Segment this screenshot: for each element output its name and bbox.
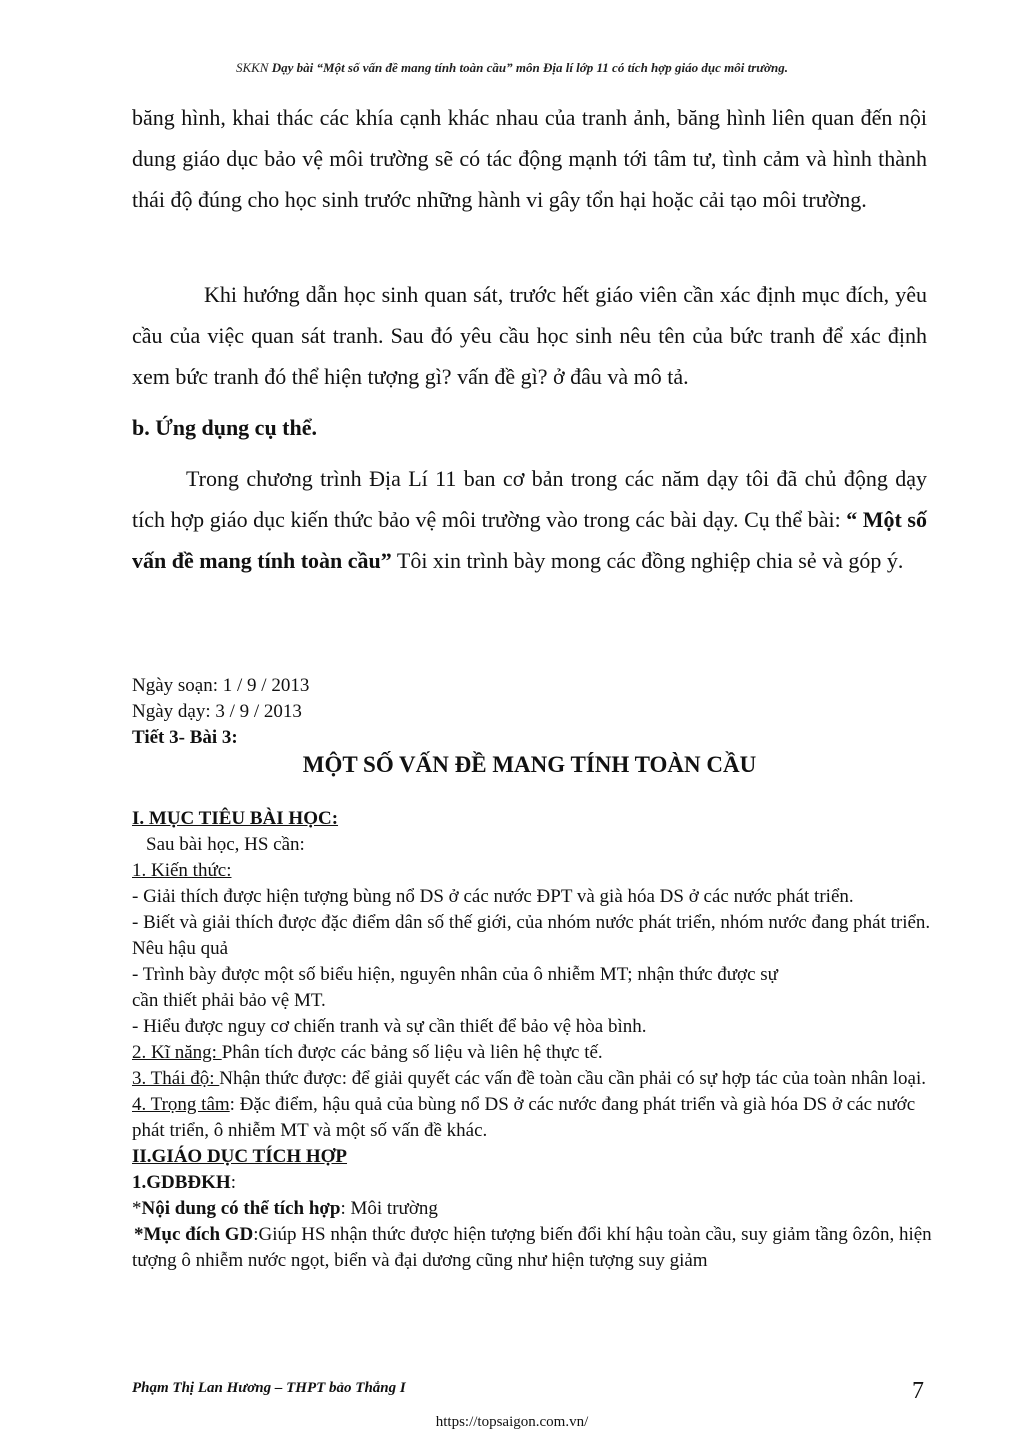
trong-tam [132,1092,952,1144]
ky-nang-label: 2. Kĩ năng: [132,1042,222,1063]
lesson-content [132,806,952,1274]
body-paragraph-2-wrap [132,274,927,397]
header-prefix: SKKN [235,60,269,75]
kien-thuc-item-1: - Giải thích được hiện tượng bùng nổ DS ở các nước ĐPT và già hóa DS ở các nước phát triển. [132,886,854,907]
kien-thuc-item-3b: cần thiết phải bảo vệ MT. [132,990,326,1011]
gdbdkh-label: 1.GDBĐKH [132,1172,231,1193]
ky-nang-text: Phân tích được các bảng số liệu và liên hệ thực tế. [221,1042,603,1063]
trong-tam-text: : Đặc điểm, hậu quả của bùng nổ DS ở các nước đang phát triển và già hóa DS ở các nước phát triển, ô nhiễm MT và một số vấn đề khác. [132,1094,916,1141]
body-paragraph-1: băng hình, khai thác các khía cạnh khác nhau của tranh ảnh, băng hình liên quan đến nội dung giáo dục bảo vệ môi trường sẽ có tác động mạnh tới tâm tư, tình cảm và hình thành thái độ đúng cho học sinh trước những hành vi gây tổn hại hoặc cải tạo môi trường. [132,105,927,212]
nd-label: Nội dung có thể tích hợp [141,1198,341,1219]
md-text: :Giúp HS nhận thức được hiện tượng biến đổi khí hậu toàn cầu, suy giảm tầng ôzôn, hiện tượng ô nhiễm nước ngọt, biển và đại dương cũng như hiện tượng suy giảm [132,1224,932,1271]
running-header [0,60,1024,76]
heading-b: b. Ứng dụng cụ thể. [132,415,318,440]
muc-dich-gd [132,1222,952,1274]
kien-thuc-heading: 1. Kiến thức: [132,860,232,881]
nd-star: * [132,1198,142,1219]
section-2-heading: II.GIÁO DỤC TÍCH HỢP [132,1146,348,1167]
lesson-title: MỘT SỐ VẤN ĐỀ MANG TÍNH TOÀN CẦU [302,752,757,777]
gdbdkh-colon: : [230,1172,236,1193]
kien-thuc-item-4: - Hiểu được nguy cơ chiến tranh và sự cần thiết để bảo vệ hòa bình. [132,1016,647,1037]
ngay-day: Ngày dạy: 3 / 9 / 2013 [132,701,302,722]
page-number: 7 [912,1378,924,1404]
thai-do-label: 3. Thái độ: [132,1068,220,1089]
ky-nang [132,1040,952,1066]
body-paragraph-3-wrap [132,458,927,581]
p3-text-c: Tôi xin trình bày mong các đồng nghiệp chia sẻ và góp ý. [391,548,904,573]
p3-text-a: Trong chương trình Địa Lí 11 ban cơ bản trong các năm dạy tôi đã chủ động dạy tích hợp giáo dục kiến thức bảo vệ môi trường vào trong các bài dạy. Cụ thể bài: [132,466,927,532]
nd-text: : Môi trường [340,1198,438,1219]
sau-bai-hoc: Sau bài học, HS cần: [146,834,305,855]
kien-thuc-item-3a: - Trình bày được một số biểu hiện, nguyên nhân của ô nhiễm MT; nhận thức được sự [132,964,778,985]
thai-do [132,1066,952,1092]
p3-lesson-name: “ Một số vấn đề mang tính toàn cầu” [132,507,927,573]
noi-dung-tich-hop [132,1196,952,1222]
body-paragraph-3 [132,458,927,581]
heading-b-wrap [132,413,927,443]
section-1-heading: I. MỤC TIÊU BÀI HỌC: [132,808,339,829]
thai-do-text: Nhận thức được: để giải quyết các vấn đề toàn cầu cần phải có sự hợp tác của toàn nhân loại. [219,1068,927,1089]
gdbdkh [132,1170,952,1196]
lesson-meta [132,673,927,751]
tiet-bai: Tiết 3- Bài 3: [132,727,238,748]
footer-author: Phạm Thị Lan Hương – THPT bảo Thắng I [132,1380,406,1396]
body-paragraph-1-wrap [132,97,927,220]
footer-url[interactable]: https://topsaigon.com.vn/ [435,1414,589,1430]
ngay-soan: Ngày soạn: 1 / 9 / 2013 [132,675,310,696]
kien-thuc-item-2: - Biết và giải thích được đặc điểm dân số thế giới, của nhóm nước phát triển, nhóm nước đang phát triển. Nêu hậu quả [132,912,931,959]
trong-tam-label: 4. Trọng tâm [132,1094,230,1115]
md-label: *Mục đích GD [134,1224,254,1245]
lesson-title-wrap [132,750,927,780]
header-text: Dạy bài “Một số vấn đề mang tính toàn cầu” môn Địa lí lớp 11 có tích hợp giáo dục môi trường. [268,60,789,75]
body-paragraph-2: Khi hướng dẫn học sinh quan sát, trước hết giáo viên cần xác định mục đích, yêu cầu của việc quan sát tranh. Sau đó yêu cầu học sinh nêu tên của bức tranh để xác định xem bức tranh đó thể hiện tượng gì? vấn đề gì? ở đâu và mô tả. [132,282,927,389]
